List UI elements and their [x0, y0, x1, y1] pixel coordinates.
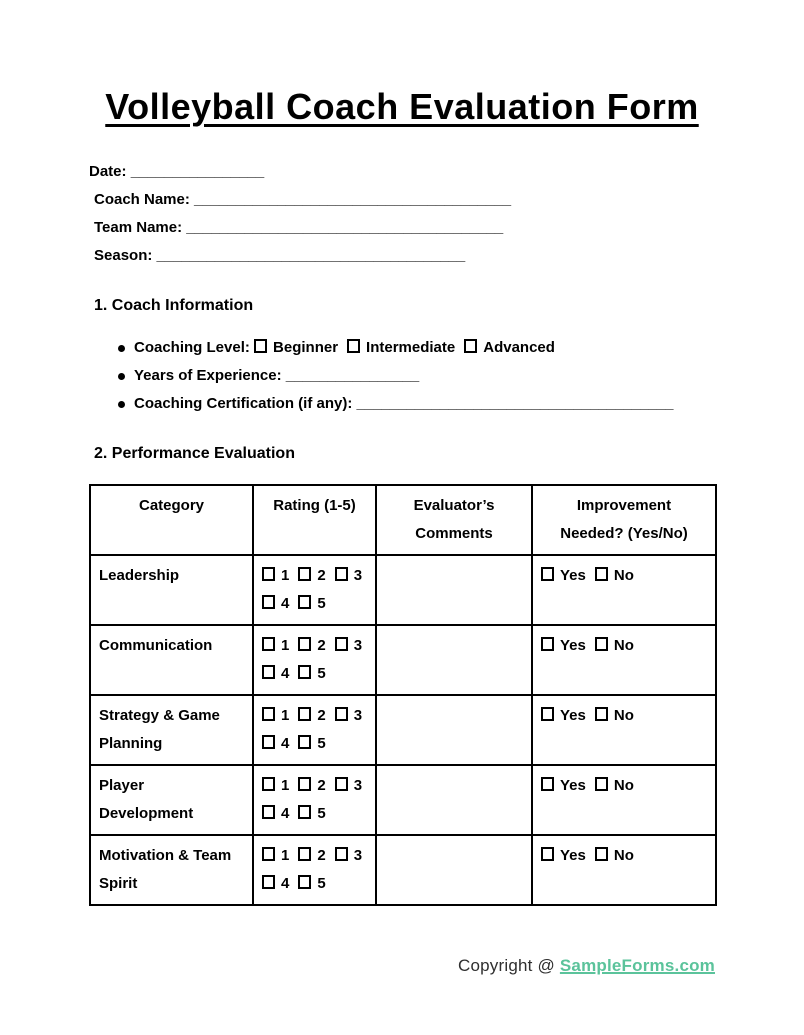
checkbox-label: 4	[281, 734, 290, 752]
checkbox-icon	[595, 707, 608, 721]
checkbox-option	[298, 777, 325, 794]
comments-cell	[376, 765, 532, 835]
checkbox-icon	[298, 707, 311, 721]
field-label-coach-name: Coach Name:	[94, 191, 190, 208]
checkbox-label: No	[613, 847, 634, 864]
improvement-cell	[532, 625, 716, 695]
rating-cell	[253, 625, 376, 695]
certification-label: Coaching Certification (if any):	[134, 395, 353, 412]
checkbox-icon	[298, 805, 311, 819]
checkbox-icon	[254, 339, 267, 353]
checkbox-option	[464, 339, 555, 356]
rating-options-line	[262, 730, 369, 758]
checkbox-label: 2	[317, 567, 326, 584]
checkbox-icon	[347, 339, 360, 353]
checkbox-icon	[335, 847, 348, 861]
rating-options-line	[262, 590, 369, 618]
rating-options-line	[262, 842, 369, 870]
list-item-certification	[89, 390, 715, 418]
checkbox-label: No	[613, 637, 634, 654]
table-row	[90, 625, 716, 695]
field-label-date: Date:	[89, 163, 127, 180]
checkbox-icon	[298, 875, 311, 889]
checkbox-icon	[262, 847, 275, 861]
checkbox-option	[595, 707, 634, 724]
checkbox-option	[335, 637, 362, 654]
checkbox-option	[298, 735, 325, 752]
checkbox-option	[298, 707, 325, 724]
checkbox-label: No	[613, 567, 634, 584]
table-row	[90, 835, 716, 905]
rating-cell	[253, 555, 376, 625]
checkbox-option	[541, 777, 586, 794]
checkbox-option	[298, 637, 325, 654]
category-cell: Motivation & Team Spirit	[90, 835, 253, 905]
checkbox-icon	[464, 339, 477, 353]
checkbox-icon	[298, 777, 311, 791]
checkbox-icon	[262, 875, 275, 889]
field-row-team-name	[89, 214, 715, 242]
checkbox-icon	[298, 665, 311, 679]
checkbox-option	[541, 637, 586, 654]
table-header-row	[90, 485, 716, 555]
blank-line-season: _____________________________________	[156, 247, 466, 264]
rating-options-line	[262, 870, 369, 898]
table-row	[90, 765, 716, 835]
checkbox-label: 3	[353, 637, 363, 654]
checkbox-option	[335, 847, 362, 864]
improvement-cell	[532, 765, 716, 835]
checkbox-icon	[335, 567, 348, 581]
category-cell: Communication	[90, 625, 253, 695]
evaluation-table-body	[90, 555, 716, 905]
table-header-category: Category	[90, 485, 253, 555]
comments-cell	[376, 695, 532, 765]
checkbox-label: Yes	[560, 707, 586, 724]
checkbox-label: 3	[353, 847, 363, 864]
checkbox-label: 5	[317, 664, 326, 682]
checkbox-option	[335, 707, 362, 724]
form-title: Volleyball Coach Evaluation Form	[105, 86, 699, 127]
checkbox-icon	[298, 567, 311, 581]
checkbox-icon	[262, 637, 275, 651]
rating-options-line	[262, 660, 369, 688]
checkbox-label: 3	[353, 777, 363, 794]
checkbox-label: No	[613, 707, 634, 724]
checkbox-icon	[262, 805, 275, 819]
checkbox-label: 5	[317, 874, 326, 892]
footer	[89, 956, 715, 976]
evaluation-table	[89, 484, 717, 906]
checkbox-label: 2	[317, 637, 326, 654]
rating-cell	[253, 695, 376, 765]
checkbox-option	[541, 567, 586, 584]
checkbox-label: Intermediate	[366, 339, 456, 356]
checkbox-icon	[541, 637, 554, 651]
coaching-level-options	[254, 339, 555, 356]
coaching-level-label: Coaching Level:	[134, 339, 250, 356]
table-row	[90, 555, 716, 625]
checkbox-icon	[262, 665, 275, 679]
comments-cell	[376, 555, 532, 625]
checkbox-label: 2	[317, 847, 326, 864]
comments-cell	[376, 625, 532, 695]
checkbox-option	[335, 777, 362, 794]
checkbox-option	[595, 847, 634, 864]
checkbox-icon	[595, 567, 608, 581]
checkbox-label: Beginner	[273, 339, 339, 356]
document-page	[89, 86, 715, 976]
checkbox-icon	[298, 735, 311, 749]
checkbox-icon	[335, 777, 348, 791]
checkbox-label: 2	[317, 777, 326, 794]
checkbox-option	[262, 735, 289, 752]
checkbox-label: 1	[281, 707, 290, 724]
checkbox-label: 5	[317, 594, 326, 612]
checkbox-label: Advanced	[483, 339, 555, 356]
checkbox-icon	[541, 847, 554, 861]
checkbox-label: 3	[353, 567, 363, 584]
checkbox-option	[595, 777, 634, 794]
checkbox-label: 5	[317, 804, 326, 822]
checkbox-label: 2	[317, 707, 326, 724]
checkbox-icon	[335, 707, 348, 721]
checkbox-option	[262, 665, 289, 682]
rating-options-line	[262, 772, 369, 800]
checkbox-icon	[262, 567, 275, 581]
years-of-experience-label: Years of Experience:	[134, 367, 282, 384]
table-header-improvement-needed: Improvement Needed? (Yes/No)	[532, 485, 716, 555]
checkbox-label: 1	[281, 637, 290, 654]
checkbox-label: 4	[281, 874, 290, 892]
category-cell: Leadership	[90, 555, 253, 625]
field-label-season: Season:	[94, 247, 153, 264]
table-header-evaluators-comments: Evaluator’s Comments	[376, 485, 532, 555]
list-item-years-of-experience	[89, 362, 715, 390]
checkbox-option	[541, 847, 586, 864]
checkbox-option	[595, 567, 634, 584]
checkbox-label: Yes	[560, 847, 586, 864]
blank-line-date: ________________	[130, 163, 265, 180]
improvement-cell	[532, 555, 716, 625]
checkbox-option	[262, 805, 289, 822]
checkbox-option	[335, 567, 362, 584]
field-row-date	[89, 158, 715, 186]
checkbox-option	[262, 637, 289, 654]
checkbox-option	[595, 637, 634, 654]
checkbox-icon	[262, 707, 275, 721]
checkbox-label: 4	[281, 594, 290, 612]
rating-options-line	[262, 562, 369, 590]
checkbox-icon	[262, 735, 275, 749]
checkbox-icon	[541, 707, 554, 721]
checkbox-label: Yes	[560, 567, 586, 584]
table-row	[90, 695, 716, 765]
checkbox-label: Yes	[560, 777, 586, 794]
blank-line-coach-name: ______________________________________	[194, 191, 512, 208]
copyright-text: Copyright @	[458, 956, 555, 975]
header-fields	[89, 158, 715, 270]
checkbox-icon	[595, 847, 608, 861]
checkbox-option	[298, 665, 325, 682]
checkbox-option	[262, 875, 289, 892]
rating-options-line	[262, 800, 369, 828]
field-label-team-name: Team Name:	[94, 219, 183, 236]
checkbox-option	[262, 595, 289, 612]
checkbox-icon	[298, 637, 311, 651]
checkbox-icon	[541, 567, 554, 581]
checkbox-icon	[595, 777, 608, 791]
checkbox-label: 4	[281, 664, 290, 682]
field-row-coach-name	[89, 186, 715, 214]
category-cell: Player Development	[90, 765, 253, 835]
section-2-heading: 2. Performance Evaluation	[94, 445, 295, 462]
checkbox-option	[262, 847, 289, 864]
checkbox-label: 1	[281, 847, 290, 864]
rating-options-line	[262, 632, 369, 660]
blank-line-years-of-experience: ________________	[285, 367, 420, 384]
checkbox-option	[347, 339, 455, 356]
checkbox-option	[298, 567, 325, 584]
checkbox-option	[298, 805, 325, 822]
improvement-cell	[532, 695, 716, 765]
list-item-coaching-level	[89, 334, 715, 362]
checkbox-label: 1	[281, 567, 290, 584]
checkbox-icon	[595, 637, 608, 651]
checkbox-icon	[298, 595, 311, 609]
checkbox-label: 3	[353, 707, 363, 724]
checkbox-icon	[335, 637, 348, 651]
checkbox-option	[262, 777, 289, 794]
table-header-rating: Rating (1-5)	[253, 485, 376, 555]
rating-options-line	[262, 702, 369, 730]
checkbox-label: 5	[317, 734, 326, 752]
checkbox-option	[262, 707, 289, 724]
blank-line-team-name: ______________________________________	[186, 219, 504, 236]
checkbox-icon	[541, 777, 554, 791]
rating-cell	[253, 835, 376, 905]
blank-line-certification: ______________________________________	[356, 395, 674, 412]
sampleforms-link[interactable]: SampleForms.com	[559, 956, 715, 975]
rating-cell	[253, 765, 376, 835]
field-row-season	[89, 242, 715, 270]
checkbox-label: Yes	[560, 637, 586, 654]
checkbox-label: 4	[281, 804, 290, 822]
checkbox-option	[298, 847, 325, 864]
checkbox-label: 1	[281, 777, 290, 794]
comments-cell	[376, 835, 532, 905]
checkbox-option	[298, 875, 325, 892]
coach-info-list	[89, 334, 715, 418]
category-cell: Strategy & Game Planning	[90, 695, 253, 765]
checkbox-option	[262, 567, 289, 584]
checkbox-option	[254, 339, 338, 356]
improvement-cell	[532, 835, 716, 905]
checkbox-option	[298, 595, 325, 612]
section-1-heading: 1. Coach Information	[94, 297, 254, 314]
checkbox-option	[541, 707, 586, 724]
checkbox-icon	[298, 847, 311, 861]
checkbox-icon	[262, 777, 275, 791]
checkbox-label: No	[613, 777, 634, 794]
checkbox-icon	[262, 595, 275, 609]
